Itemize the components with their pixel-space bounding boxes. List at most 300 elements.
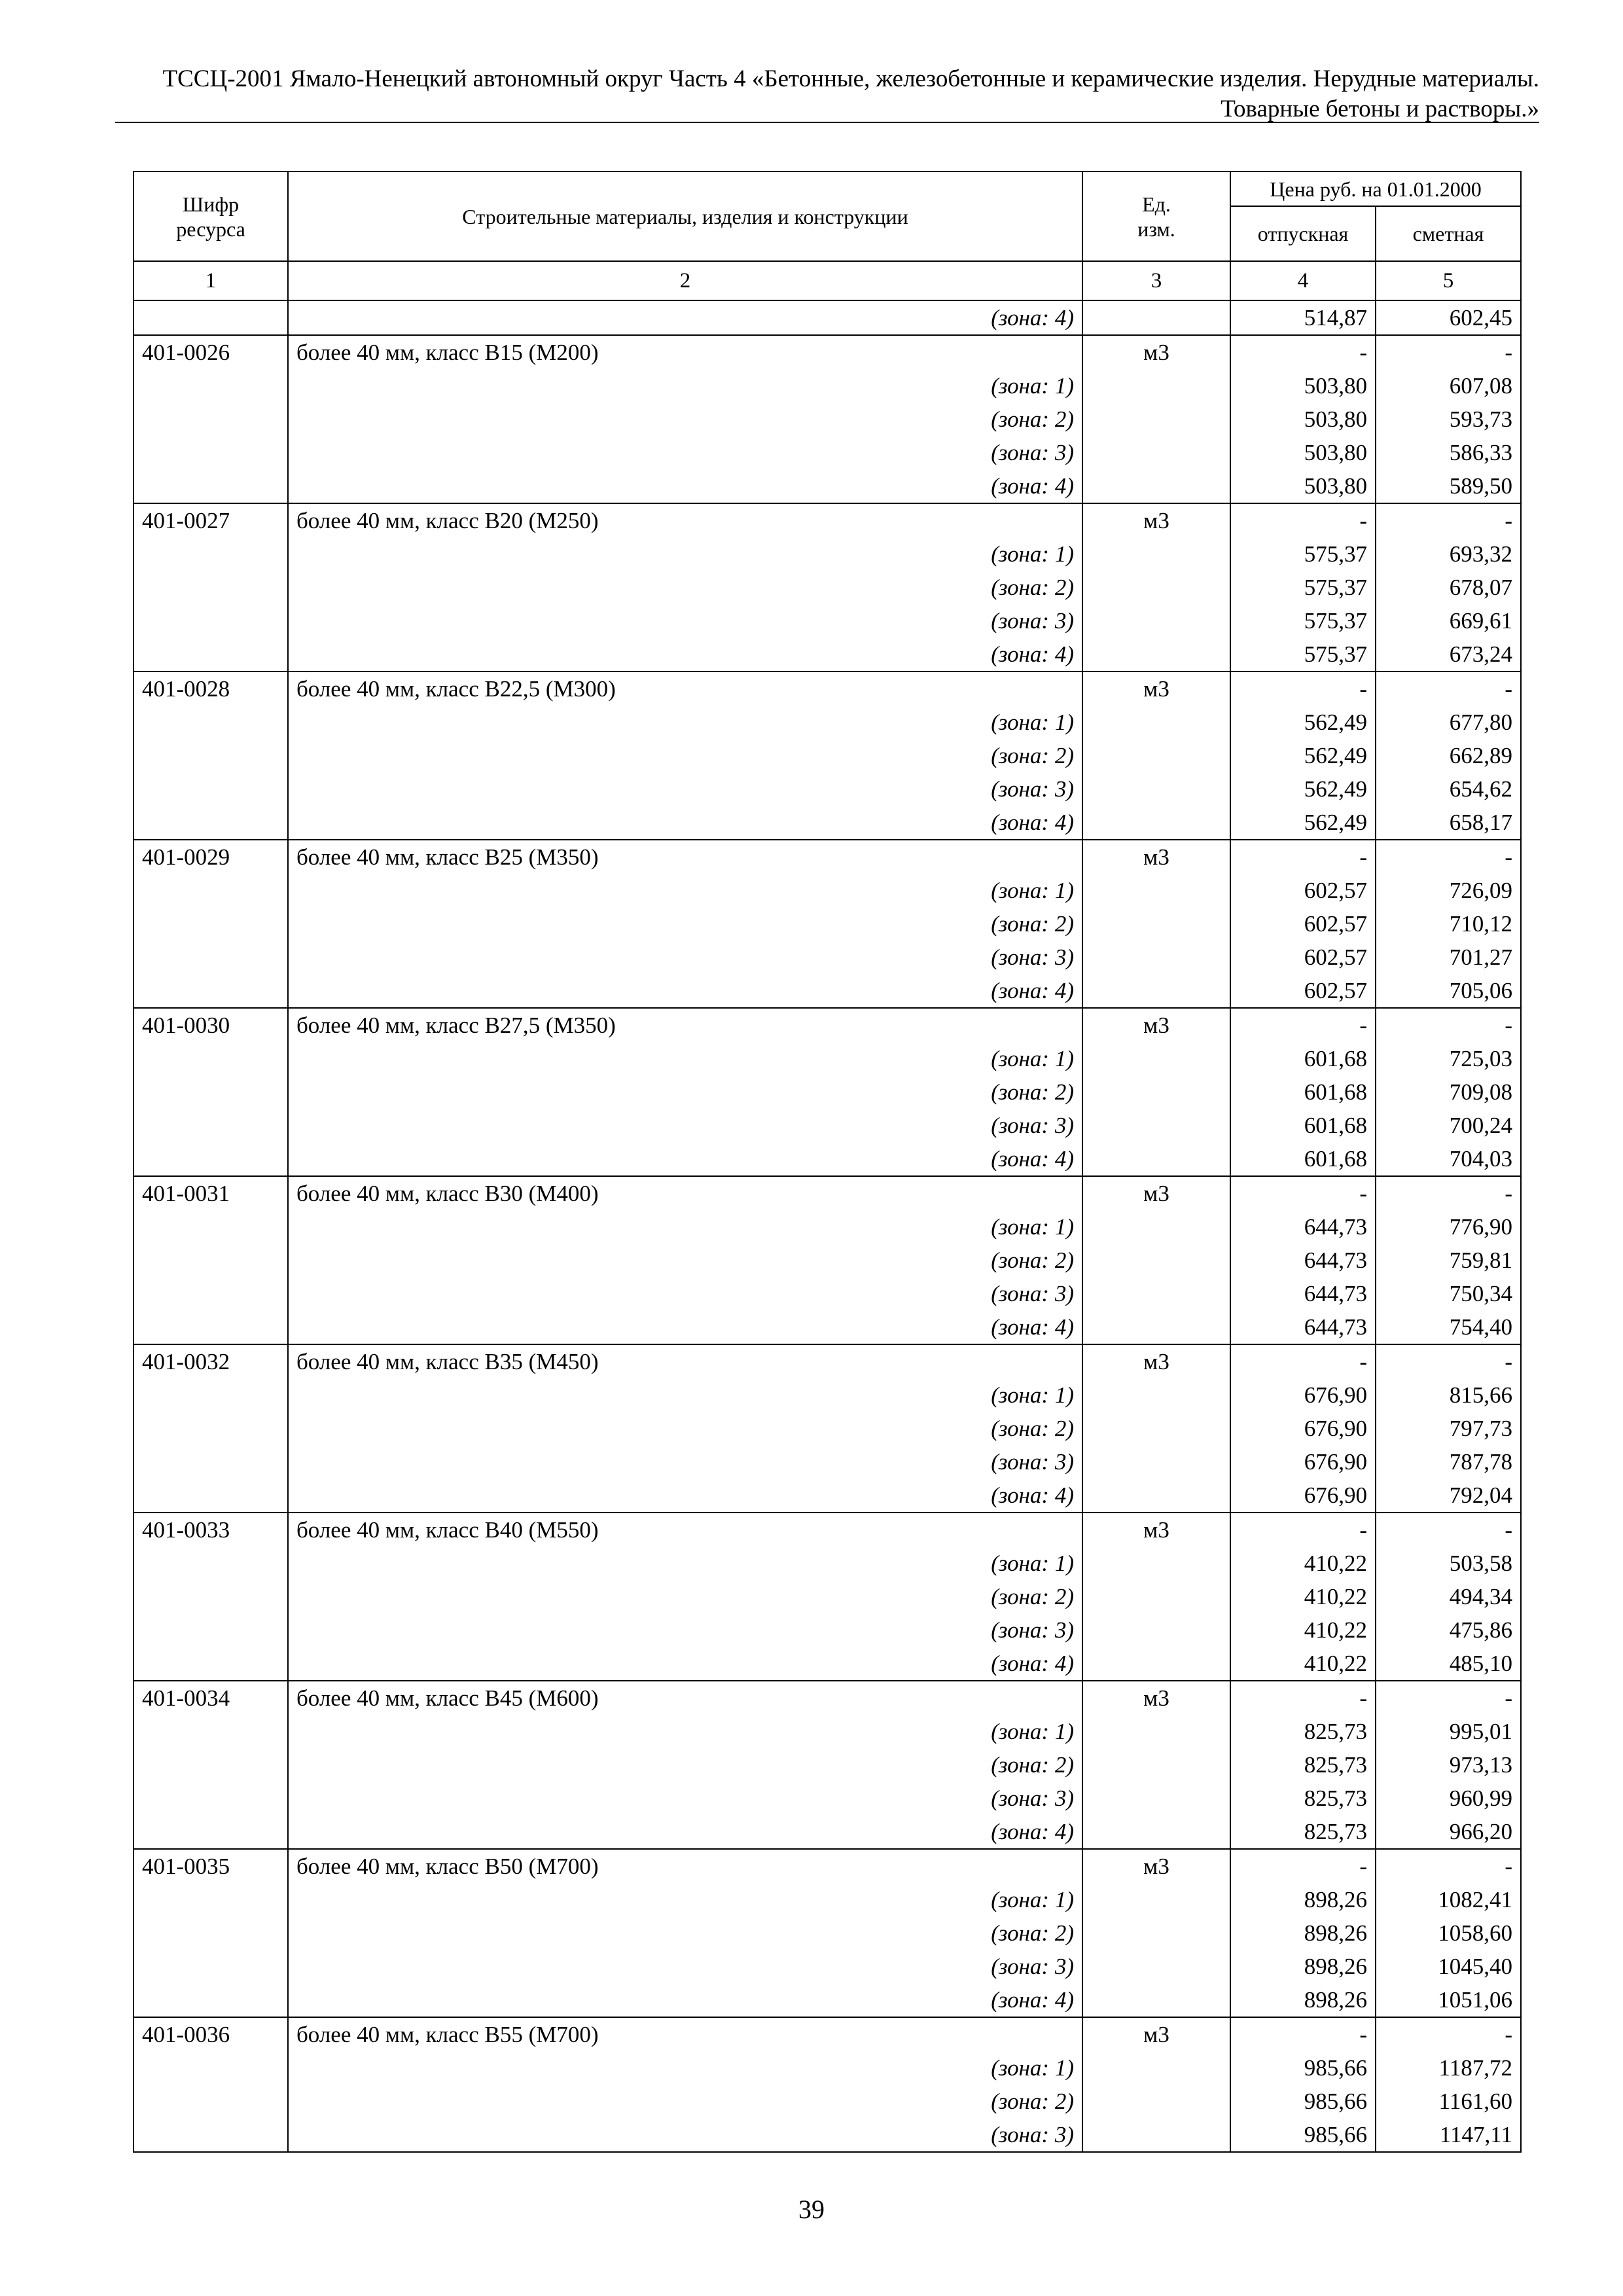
table-row-zone <box>134 369 1521 403</box>
cell-code: 401-0036 <box>134 2017 288 2051</box>
table-row-zone <box>134 1075 1521 1109</box>
cell-release-price: 503,80 <box>1230 469 1376 503</box>
cell-release-price: 503,80 <box>1230 403 1376 436</box>
cell-release-price: 825,73 <box>1230 1815 1376 1849</box>
cell-zone: (зона: 2) <box>288 1748 1082 1782</box>
cell-zone: (зона: 3) <box>288 436 1082 469</box>
cell-release-price: - <box>1230 1008 1376 1042</box>
cell-unit <box>1082 1580 1230 1613</box>
cell-estimate-price: 966,20 <box>1376 1815 1521 1849</box>
cell-name: более 40 мм, класс В50 (М700) <box>288 1849 1082 1883</box>
cell-estimate-price: 1161,60 <box>1376 2085 1521 2118</box>
table-row-zone <box>134 1613 1521 1647</box>
cell-estimate-price: 1051,06 <box>1376 1983 1521 2017</box>
cell-code <box>134 806 288 840</box>
cell-estimate-price: 725,03 <box>1376 1042 1521 1075</box>
cell-release-price: 562,49 <box>1230 806 1376 840</box>
cell-release-price: 985,66 <box>1230 2085 1376 2118</box>
cell-unit: м3 <box>1082 335 1230 369</box>
cell-unit <box>1082 369 1230 403</box>
cell-name: более 40 мм, класс В40 (М550) <box>288 1513 1082 1547</box>
cell-release-price: - <box>1230 503 1376 537</box>
table-row-item <box>134 1344 1521 1378</box>
cell-name: более 40 мм, класс В22,5 (М300) <box>288 672 1082 706</box>
cell-unit <box>1082 1916 1230 1950</box>
cell-unit <box>1082 1244 1230 1277</box>
cell-unit <box>1082 604 1230 637</box>
cell-unit <box>1082 1412 1230 1445</box>
cell-estimate-price: - <box>1376 2017 1521 2051</box>
cell-zone: (зона: 4) <box>288 1479 1082 1513</box>
header-line-2: Товарные бетоны и растворы.» <box>1221 96 1539 122</box>
cell-zone: (зона: 4) <box>288 637 1082 672</box>
cell-zone: (зона: 3) <box>288 1613 1082 1647</box>
table-row-zone <box>134 806 1521 840</box>
cell-code <box>134 1042 288 1075</box>
table-row-zone <box>134 772 1521 806</box>
cell-zone: (зона: 1) <box>288 706 1082 739</box>
price-table <box>133 171 1522 2153</box>
cell-zone: (зона: 4) <box>288 469 1082 503</box>
cell-zone: (зона: 1) <box>288 369 1082 403</box>
cell-code <box>134 1277 288 1310</box>
cell-code <box>134 1142 288 1176</box>
cell-release-price: 410,22 <box>1230 1613 1376 1647</box>
col-header-unit: Ед. изм. <box>1082 171 1230 261</box>
cell-release-price: 601,68 <box>1230 1042 1376 1075</box>
cell-estimate-price: 494,34 <box>1376 1580 1521 1613</box>
cell-code <box>134 637 288 672</box>
header-rule <box>115 122 1539 123</box>
table-row-zone <box>134 571 1521 604</box>
cell-unit <box>1082 806 1230 840</box>
table-row-zone <box>134 1883 1521 1916</box>
cell-unit <box>1082 537 1230 571</box>
cell-unit <box>1082 1210 1230 1244</box>
table-row-item <box>134 1176 1521 1210</box>
cell-estimate-price: 669,61 <box>1376 604 1521 637</box>
cell-code <box>134 941 288 974</box>
cell-zone: (зона: 2) <box>288 1916 1082 1950</box>
cell-estimate-price: 726,09 <box>1376 874 1521 907</box>
cell-code <box>134 537 288 571</box>
cell-code <box>134 1815 288 1849</box>
cell-zone: (зона: 3) <box>288 1109 1082 1142</box>
cell-release-price: 601,68 <box>1230 1142 1376 1176</box>
cell-estimate-price: 704,03 <box>1376 1142 1521 1176</box>
table-row-item <box>134 2017 1521 2051</box>
cell-estimate-price: 973,13 <box>1376 1748 1521 1782</box>
col-header-estimate: сметная <box>1376 206 1521 261</box>
cell-estimate-price: 759,81 <box>1376 1244 1521 1277</box>
cell-release-price: - <box>1230 1344 1376 1378</box>
cell-release-price: 676,90 <box>1230 1412 1376 1445</box>
cell-code <box>134 571 288 604</box>
cell-estimate-price: 475,86 <box>1376 1613 1521 1647</box>
cell-unit: м3 <box>1082 840 1230 874</box>
cell-code <box>134 369 288 403</box>
cell-unit <box>1082 1613 1230 1647</box>
cell-code <box>134 874 288 907</box>
cell-zone: (зона: 3) <box>288 772 1082 806</box>
cell-code <box>134 1916 288 1950</box>
cell-unit: м3 <box>1082 1681 1230 1715</box>
cell-estimate-price: 1187,72 <box>1376 2051 1521 2085</box>
cell-estimate-price: - <box>1376 1176 1521 1210</box>
cell-zone: (зона: 4) <box>288 1983 1082 2017</box>
cell-unit <box>1082 1142 1230 1176</box>
cell-release-price: 410,22 <box>1230 1647 1376 1681</box>
cell-code <box>134 1109 288 1142</box>
cell-estimate-price: 607,08 <box>1376 369 1521 403</box>
table-row-zone <box>134 1815 1521 1849</box>
cell-estimate-price: 1045,40 <box>1376 1950 1521 1983</box>
cell-zone: (зона: 4) <box>288 806 1082 840</box>
cell-unit <box>1082 637 1230 672</box>
cell-code <box>134 974 288 1008</box>
cell-code <box>134 706 288 739</box>
cell-name: более 40 мм, класс В20 (М250) <box>288 503 1082 537</box>
cell-code <box>134 1244 288 1277</box>
table-row-zone <box>134 1109 1521 1142</box>
cell-estimate-price: 662,89 <box>1376 739 1521 772</box>
table-row-zone <box>134 1983 1521 2017</box>
table-row-item <box>134 1513 1521 1547</box>
cell-release-price: 985,66 <box>1230 2051 1376 2085</box>
table-row-zone <box>134 1715 1521 1748</box>
table-row-item <box>134 840 1521 874</box>
table-row-zone <box>134 974 1521 1008</box>
col-number-2: 2 <box>288 261 1082 300</box>
table-row-zone <box>134 874 1521 907</box>
cell-release-price: 676,90 <box>1230 1445 1376 1479</box>
cell-estimate-price: 709,08 <box>1376 1075 1521 1109</box>
cell-code <box>134 1210 288 1244</box>
cell-code <box>134 436 288 469</box>
cell-estimate-price: - <box>1376 1681 1521 1715</box>
cell-estimate-price: 960,99 <box>1376 1782 1521 1815</box>
cell-code <box>134 1075 288 1109</box>
table-row-zone <box>134 1647 1521 1681</box>
cell-zone: (зона: 3) <box>288 2118 1082 2152</box>
cell-zone: (зона: 1) <box>288 1715 1082 1748</box>
cell-code <box>134 1782 288 1815</box>
cell-unit: м3 <box>1082 1513 1230 1547</box>
cell-zone: (зона: 2) <box>288 1412 1082 1445</box>
header-line-1: ТССЦ-2001 Ямало-Ненецкий автономный округ Часть 4 «Бетонные, железобетонные и керамические изделия. Нерудные материалы. <box>162 65 1539 92</box>
cell-release-price: 676,90 <box>1230 1479 1376 1513</box>
cell-estimate-price: - <box>1376 1008 1521 1042</box>
cell-estimate-price: 815,66 <box>1376 1378 1521 1412</box>
cell-estimate-price: 700,24 <box>1376 1109 1521 1142</box>
cell-release-price: - <box>1230 335 1376 369</box>
cell-code <box>134 2051 288 2085</box>
cell-release-price: 898,26 <box>1230 1950 1376 1983</box>
cell-release-price: - <box>1230 1176 1376 1210</box>
cell-estimate-price: 1058,60 <box>1376 1916 1521 1950</box>
cell-release-price: 503,80 <box>1230 369 1376 403</box>
cell-release-price: 825,73 <box>1230 1782 1376 1815</box>
cell-unit <box>1082 571 1230 604</box>
table-row-zone <box>134 1277 1521 1310</box>
col-number-3: 3 <box>1082 261 1230 300</box>
cell-zone: (зона: 1) <box>288 537 1082 571</box>
col-header-name: Строительные материалы, изделия и конструкции <box>288 171 1082 261</box>
col-number-4: 4 <box>1230 261 1376 300</box>
cell-estimate-price: - <box>1376 840 1521 874</box>
cell-code <box>134 1883 288 1916</box>
table-row-zone <box>134 1580 1521 1613</box>
cell-unit <box>1082 1950 1230 1983</box>
table-row-zone <box>134 1042 1521 1075</box>
cell-code <box>134 1748 288 1782</box>
cell-estimate-price: 754,40 <box>1376 1310 1521 1344</box>
table-row-zone <box>134 1210 1521 1244</box>
cell-zone: (зона: 4) <box>288 1310 1082 1344</box>
cell-estimate-price: 485,10 <box>1376 1647 1521 1681</box>
cell-code <box>134 1983 288 2017</box>
table-row-zone <box>134 637 1521 672</box>
table-row-item <box>134 672 1521 706</box>
cell-unit <box>1082 907 1230 941</box>
cell-unit <box>1082 2085 1230 2118</box>
cell-zone: (зона: 4) <box>288 300 1082 335</box>
cell-zone: (зона: 4) <box>288 1142 1082 1176</box>
cell-release-price: 644,73 <box>1230 1210 1376 1244</box>
cell-unit <box>1082 436 1230 469</box>
cell-estimate-price: - <box>1376 335 1521 369</box>
table-row-zone <box>134 941 1521 974</box>
cell-estimate-price: 1082,41 <box>1376 1883 1521 1916</box>
cell-zone: (зона: 4) <box>288 1815 1082 1849</box>
cell-release-price: 503,80 <box>1230 436 1376 469</box>
cell-unit <box>1082 1075 1230 1109</box>
cell-code <box>134 604 288 637</box>
cell-estimate-price: 1147,11 <box>1376 2118 1521 2152</box>
cell-zone: (зона: 2) <box>288 739 1082 772</box>
cell-unit: м3 <box>1082 1008 1230 1042</box>
cell-release-price: 602,57 <box>1230 907 1376 941</box>
cell-unit <box>1082 1277 1230 1310</box>
cell-release-price: 562,49 <box>1230 706 1376 739</box>
cell-estimate-price: 586,33 <box>1376 436 1521 469</box>
cell-estimate-price: 750,34 <box>1376 1277 1521 1310</box>
cell-name: более 40 мм, класс В15 (М200) <box>288 335 1082 369</box>
cell-zone: (зона: 1) <box>288 1378 1082 1412</box>
cell-release-price: 410,22 <box>1230 1547 1376 1580</box>
col-header-price-group: Цена руб. на 01.01.2000 <box>1230 171 1521 206</box>
cell-estimate-price: - <box>1376 1513 1521 1547</box>
cell-unit <box>1082 1109 1230 1142</box>
cell-code: 401-0030 <box>134 1008 288 1042</box>
cell-zone: (зона: 3) <box>288 941 1082 974</box>
cell-unit <box>1082 1378 1230 1412</box>
cell-release-price: - <box>1230 1513 1376 1547</box>
cell-estimate-price: 593,73 <box>1376 403 1521 436</box>
cell-zone: (зона: 3) <box>288 1445 1082 1479</box>
table-row-zone <box>134 1378 1521 1412</box>
cell-release-price: 825,73 <box>1230 1715 1376 1748</box>
cell-unit <box>1082 2118 1230 2152</box>
table-row-zone <box>134 2051 1521 2085</box>
cell-unit <box>1082 772 1230 806</box>
cell-unit <box>1082 1310 1230 1344</box>
cell-zone: (зона: 2) <box>288 1075 1082 1109</box>
cell-code: 401-0034 <box>134 1681 288 1715</box>
cell-code <box>134 1445 288 1479</box>
cell-code: 401-0026 <box>134 335 288 369</box>
table-row-zone <box>134 436 1521 469</box>
cell-code <box>134 1715 288 1748</box>
cell-code <box>134 403 288 436</box>
cell-name: более 40 мм, класс В25 (М350) <box>288 840 1082 874</box>
cell-unit <box>1082 706 1230 739</box>
cell-estimate-price: 654,62 <box>1376 772 1521 806</box>
cell-code <box>134 1310 288 1344</box>
cell-unit <box>1082 469 1230 503</box>
table-row-zone <box>134 469 1521 503</box>
cell-estimate-price: 792,04 <box>1376 1479 1521 1513</box>
cell-name: более 40 мм, класс В27,5 (М350) <box>288 1008 1082 1042</box>
table-body <box>134 300 1521 2152</box>
cell-estimate-price: - <box>1376 672 1521 706</box>
cell-unit <box>1082 2051 1230 2085</box>
col-number-5: 5 <box>1376 261 1521 300</box>
cell-unit <box>1082 1647 1230 1681</box>
cell-code: 401-0032 <box>134 1344 288 1378</box>
table-row-zone <box>134 706 1521 739</box>
cell-estimate-price: - <box>1376 1849 1521 1883</box>
table-row-zone <box>134 1748 1521 1782</box>
cell-estimate-price: 589,50 <box>1376 469 1521 503</box>
cell-zone: (зона: 4) <box>288 974 1082 1008</box>
cell-unit <box>1082 874 1230 907</box>
cell-estimate-price: 705,06 <box>1376 974 1521 1008</box>
cell-zone: (зона: 2) <box>288 1580 1082 1613</box>
cell-release-price: - <box>1230 2017 1376 2051</box>
cell-estimate-price: 658,17 <box>1376 806 1521 840</box>
cell-code: 401-0029 <box>134 840 288 874</box>
cell-release-price: 825,73 <box>1230 1748 1376 1782</box>
cell-code: 401-0027 <box>134 503 288 537</box>
cell-code <box>134 772 288 806</box>
cell-release-price: 602,57 <box>1230 874 1376 907</box>
cell-unit: м3 <box>1082 1176 1230 1210</box>
cell-release-price: 562,49 <box>1230 772 1376 806</box>
cell-unit <box>1082 403 1230 436</box>
table-row-zone <box>134 2085 1521 2118</box>
cell-unit <box>1082 1748 1230 1782</box>
cell-release-price: - <box>1230 1681 1376 1715</box>
cell-unit <box>1082 1983 1230 2017</box>
cell-zone: (зона: 2) <box>288 571 1082 604</box>
cell-estimate-price: 673,24 <box>1376 637 1521 672</box>
table-row-zone <box>134 537 1521 571</box>
cell-unit: м3 <box>1082 503 1230 537</box>
cell-zone: (зона: 1) <box>288 1210 1082 1244</box>
cell-zone: (зона: 1) <box>288 1042 1082 1075</box>
cell-unit <box>1082 1715 1230 1748</box>
cell-unit: м3 <box>1082 672 1230 706</box>
table-row-item <box>134 503 1521 537</box>
table-row-zone <box>134 907 1521 941</box>
cell-estimate-price: 787,78 <box>1376 1445 1521 1479</box>
cell-unit <box>1082 941 1230 974</box>
table-row-zone <box>134 300 1521 335</box>
cell-name: более 40 мм, класс В35 (М450) <box>288 1344 1082 1378</box>
page-number: 39 <box>798 2195 825 2224</box>
table-row-item <box>134 1681 1521 1715</box>
cell-name: более 40 мм, класс В55 (М700) <box>288 2017 1082 2051</box>
cell-release-price: 898,26 <box>1230 1883 1376 1916</box>
table-row-item <box>134 1849 1521 1883</box>
cell-code <box>134 1479 288 1513</box>
table-row-zone <box>134 1445 1521 1479</box>
cell-estimate-price: 995,01 <box>1376 1715 1521 1748</box>
cell-release-price: 575,37 <box>1230 537 1376 571</box>
cell-name: более 40 мм, класс В30 (М400) <box>288 1176 1082 1210</box>
cell-release-price: 602,57 <box>1230 941 1376 974</box>
cell-zone: (зона: 1) <box>288 1883 1082 1916</box>
col-number-1: 1 <box>134 261 288 300</box>
cell-release-price: 602,57 <box>1230 974 1376 1008</box>
cell-code: 401-0033 <box>134 1513 288 1547</box>
cell-estimate-price: 776,90 <box>1376 1210 1521 1244</box>
cell-zone: (зона: 3) <box>288 1950 1082 1983</box>
table-row-zone <box>134 1142 1521 1176</box>
cell-unit: м3 <box>1082 1344 1230 1378</box>
cell-release-price: 410,22 <box>1230 1580 1376 1613</box>
cell-release-price: 676,90 <box>1230 1378 1376 1412</box>
cell-release-price: 644,73 <box>1230 1310 1376 1344</box>
cell-release-price: 644,73 <box>1230 1244 1376 1277</box>
cell-code: 401-0035 <box>134 1849 288 1883</box>
cell-release-price: 575,37 <box>1230 604 1376 637</box>
cell-zone: (зона: 3) <box>288 1277 1082 1310</box>
cell-estimate-price: 797,73 <box>1376 1412 1521 1445</box>
page-header <box>115 64 1539 124</box>
cell-release-price: 562,49 <box>1230 739 1376 772</box>
cell-zone: (зона: 2) <box>288 2085 1082 2118</box>
cell-unit <box>1082 974 1230 1008</box>
cell-name: более 40 мм, класс В45 (М600) <box>288 1681 1082 1715</box>
cell-unit <box>1082 1042 1230 1075</box>
col-header-code: Шифр ресурса <box>134 171 288 261</box>
cell-release-price: 898,26 <box>1230 1983 1376 2017</box>
cell-release-price: - <box>1230 672 1376 706</box>
table-row-zone <box>134 1916 1521 1950</box>
cell-release-price: - <box>1230 1849 1376 1883</box>
cell-zone: (зона: 1) <box>288 874 1082 907</box>
table-row-zone <box>134 739 1521 772</box>
cell-code <box>134 1580 288 1613</box>
cell-release-price: 644,73 <box>1230 1277 1376 1310</box>
table-row-zone <box>134 604 1521 637</box>
table-row-item <box>134 1008 1521 1042</box>
cell-code: 401-0031 <box>134 1176 288 1210</box>
table-row-zone <box>134 403 1521 436</box>
cell-code <box>134 1547 288 1580</box>
table-row-zone <box>134 2118 1521 2152</box>
cell-code <box>134 2118 288 2152</box>
table-row-item <box>134 335 1521 369</box>
cell-zone: (зона: 2) <box>288 403 1082 436</box>
cell-unit: м3 <box>1082 1849 1230 1883</box>
cell-release-price: 575,37 <box>1230 571 1376 604</box>
cell-unit <box>1082 300 1230 335</box>
cell-estimate-price: 503,58 <box>1376 1547 1521 1580</box>
cell-release-price: 985,66 <box>1230 2118 1376 2152</box>
